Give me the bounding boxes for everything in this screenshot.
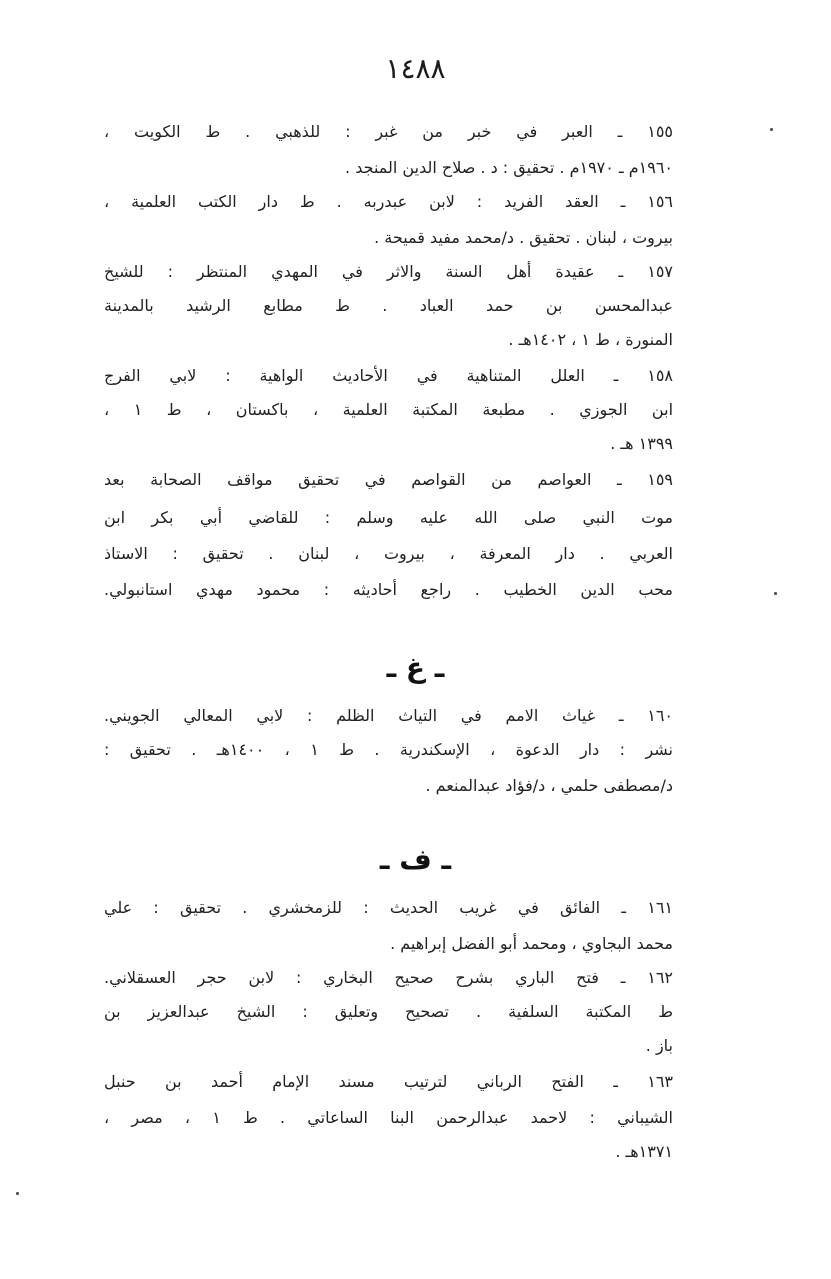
entry-162-line-2: ط المكتبة السلفية . تصحيح وتعليق : الشيخ عبدالعزيز بن bbox=[104, 1002, 673, 1021]
entry-162-line-1: ١٦٢ ـ فتح الباري بشرح صحيح البخاري : لابن حجر العسقلاني. bbox=[104, 968, 673, 987]
entry-157-line-1: ١٥٧ ـ عقيدة أهل السنة والاثر في المهدي المنتظر : للشيخ bbox=[104, 262, 673, 281]
entry-158-line-2: ابن الجوزي . مطبعة المكتبة العلمية ، باكستان ، ط ١ ، bbox=[104, 400, 674, 419]
entry-158-line-3: ١٣٩٩ هـ . bbox=[610, 434, 673, 453]
entry-159-line-1: ١٥٩ ـ العواصم من القواصم في تحقيق مواقف الصحابة بعد bbox=[104, 470, 673, 489]
entry-161-line-2: محمد البجاوي ، ومحمد أبو الفضل إبراهيم . bbox=[390, 934, 673, 953]
entry-163-line-2: الشيباني : لاحمد عبدالرحمن البنا الساعاتي . ط ١ ، مصر ، bbox=[104, 1108, 674, 1127]
entry-156-line-1: ١٥٦ ـ العقد الفريد : لابن عبدربه . ط دار الكتب العلمية ، bbox=[104, 192, 673, 211]
scan-speck bbox=[16, 1192, 19, 1195]
entry-158-line-1: ١٥٨ ـ العلل المتناهية في الأحاديث الواهية : لابي الفرج bbox=[104, 366, 673, 385]
entry-163-line-1: ١٦٣ ـ الفتح الرباني لترتيب مسند الإمام أحمد بن حنبل bbox=[104, 1072, 673, 1091]
entry-160-line-1: ١٦٠ ـ غياث الامم في التياث الظلم : لابي المعالي الجويني. bbox=[104, 706, 673, 725]
entry-156-line-2: بيروت ، لبنان . تحقيق . د/محمد مفيد قميحة . bbox=[374, 228, 673, 247]
entry-157-line-3: المنورة ، ط ١ ، ١٤٠٢هـ . bbox=[508, 330, 673, 349]
scan-speck bbox=[774, 592, 777, 595]
section-heading-ghain: ـ غ ـ bbox=[386, 651, 445, 684]
entry-160-line-2: نشر : دار الدعوة ، الإسكندرية . ط ١ ، ١٤٠٠هـ . تحقيق : bbox=[104, 740, 674, 759]
entry-159-line-3: العربي . دار المعرفة ، بيروت ، لبنان . تحقيق : الاستاذ bbox=[104, 544, 673, 563]
entry-155-line-1: ١٥٥ ـ العبر في خبر من غبر : للذهبي . ط الكويت ، bbox=[104, 122, 673, 141]
entry-162-line-3: باز . bbox=[645, 1036, 673, 1055]
entry-159-line-4: محب الدين الخطيب . راجع أحاديثه : محمود مهدي استانبولي. bbox=[104, 580, 673, 599]
entry-163-line-3: ١٣٧١هـ . bbox=[615, 1142, 673, 1161]
entry-157-line-2: عبدالمحسن بن حمد العباد . ط مطابع الرشيد بالمدينة bbox=[104, 296, 673, 315]
entry-159-line-2: موت النبي صلى الله عليه وسلم : للقاضي أبي بكر ابن bbox=[104, 508, 673, 527]
page-number: ١٤٨٨ bbox=[385, 52, 446, 85]
entry-155-line-2: ١٩٦٠م ـ ١٩٧٠م . تحقيق : د . صلاح الدين المنجد . bbox=[345, 158, 673, 177]
entry-161-line-1: ١٦١ ـ الفائق في غريب الحديث : للزمخشري . تحقيق : علي bbox=[104, 898, 673, 917]
scan-speck bbox=[770, 128, 773, 131]
entry-160-line-3: د/مصطفى حلمي ، د/فؤاد عبدالمنعم . bbox=[425, 776, 673, 795]
section-heading-fa: ـ ف ـ bbox=[379, 843, 452, 876]
